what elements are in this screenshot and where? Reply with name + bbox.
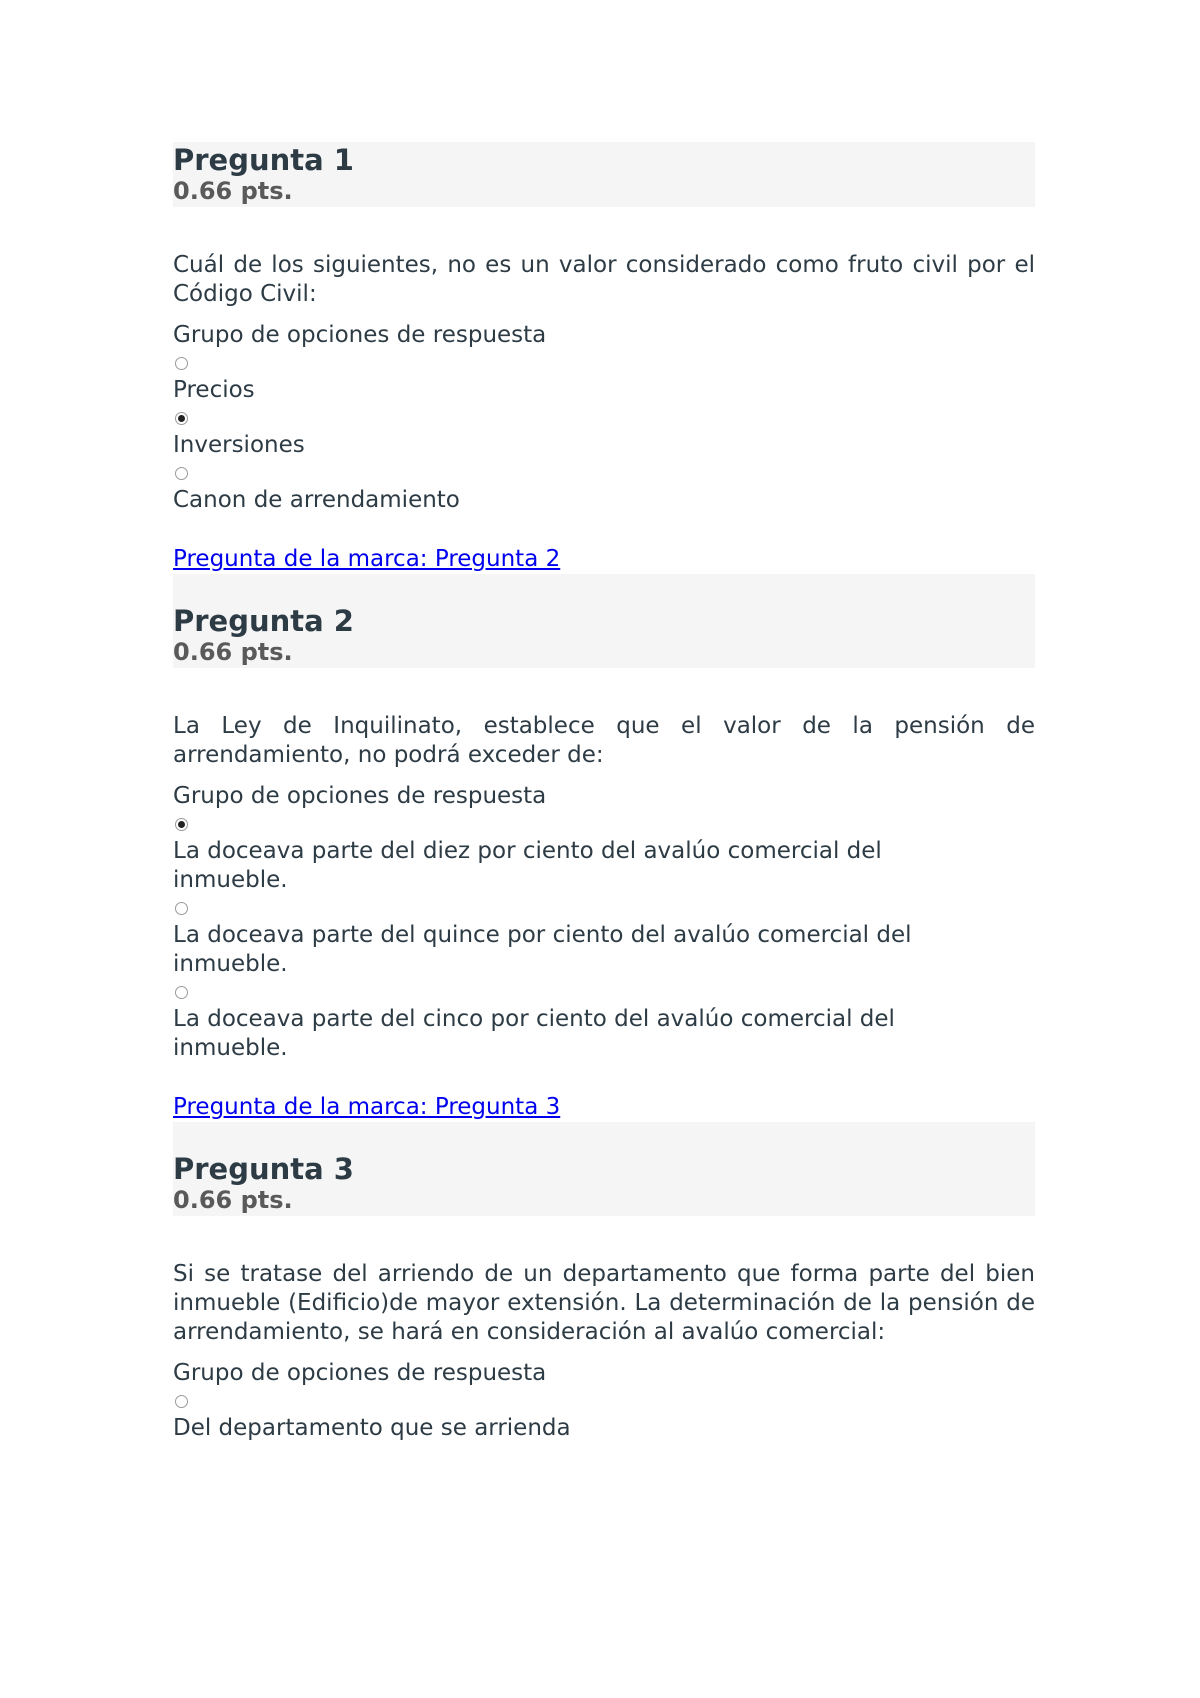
question-text: Cuál de los siguientes, no es un valor considerado como fruto civil por el Código Civil: (173, 252, 1035, 307)
question-3 (173, 1122, 1035, 1443)
answer-option-label[interactable]: Inversiones (173, 432, 305, 458)
mark-question-link[interactable]: Pregunta de la marca: Pregunta 3 (173, 1094, 561, 1120)
answer-option-label[interactable]: La doceava parte del cinco por ciento del avalúo comercial del inmueble. (173, 1006, 895, 1061)
radio-button-selected[interactable] (175, 412, 188, 425)
question-title: Pregunta 2 (173, 604, 354, 638)
question-points: 0.66 pts. (173, 638, 293, 666)
radio-button-selected[interactable] (175, 818, 188, 831)
answer-option[interactable] (173, 818, 1035, 895)
answer-option-label[interactable]: Canon de arrendamiento (173, 487, 460, 513)
answer-option-label[interactable]: Precios (173, 377, 255, 403)
question-1 (173, 142, 1035, 574)
quiz-page (173, 142, 1035, 1443)
question-points: 0.66 pts. (173, 177, 293, 205)
answer-option[interactable] (173, 986, 1035, 1063)
question-header (173, 1122, 1035, 1216)
question-header (173, 574, 1035, 668)
radio-button[interactable] (175, 357, 188, 370)
answer-group-label: Grupo de opciones de respuesta (173, 783, 547, 809)
question-header (173, 142, 1035, 207)
question-points: 0.66 pts. (173, 1186, 293, 1214)
radio-button[interactable] (175, 986, 188, 999)
answer-option[interactable] (173, 467, 1035, 515)
answer-option[interactable] (173, 357, 1035, 405)
mark-question-link[interactable]: Pregunta de la marca: Pregunta 2 (173, 546, 561, 572)
radio-button[interactable] (175, 902, 188, 915)
answer-group-label: Grupo de opciones de respuesta (173, 1360, 547, 1386)
question-text: Si se tratase del arriendo de un departamento que forma parte del bien inmueble (Edificio)de mayor extensión. La determinación de la pensión de arrendamiento, se hará en consideración al avalúo comercial: (173, 1261, 1035, 1345)
answer-option-label[interactable]: La doceava parte del quince por ciento del avalúo comercial del inmueble. (173, 922, 912, 977)
answer-option[interactable] (173, 412, 1035, 460)
question-2 (173, 574, 1035, 1122)
answer-option-label[interactable]: La doceava parte del diez por ciento del avalúo comercial del inmueble. (173, 838, 882, 893)
question-title: Pregunta 1 (173, 143, 354, 177)
radio-button[interactable] (175, 1395, 188, 1408)
question-text: La Ley de Inquilinato, establece que el valor de la pensión de arrendamiento, no podrá exceder de: (173, 713, 1035, 768)
answer-option-label[interactable]: Del departamento que se arrienda (173, 1415, 571, 1441)
radio-button[interactable] (175, 467, 188, 480)
answer-group-label: Grupo de opciones de respuesta (173, 322, 547, 348)
answer-option[interactable] (173, 1395, 1035, 1443)
answer-option[interactable] (173, 902, 1035, 979)
question-title: Pregunta 3 (173, 1152, 354, 1186)
